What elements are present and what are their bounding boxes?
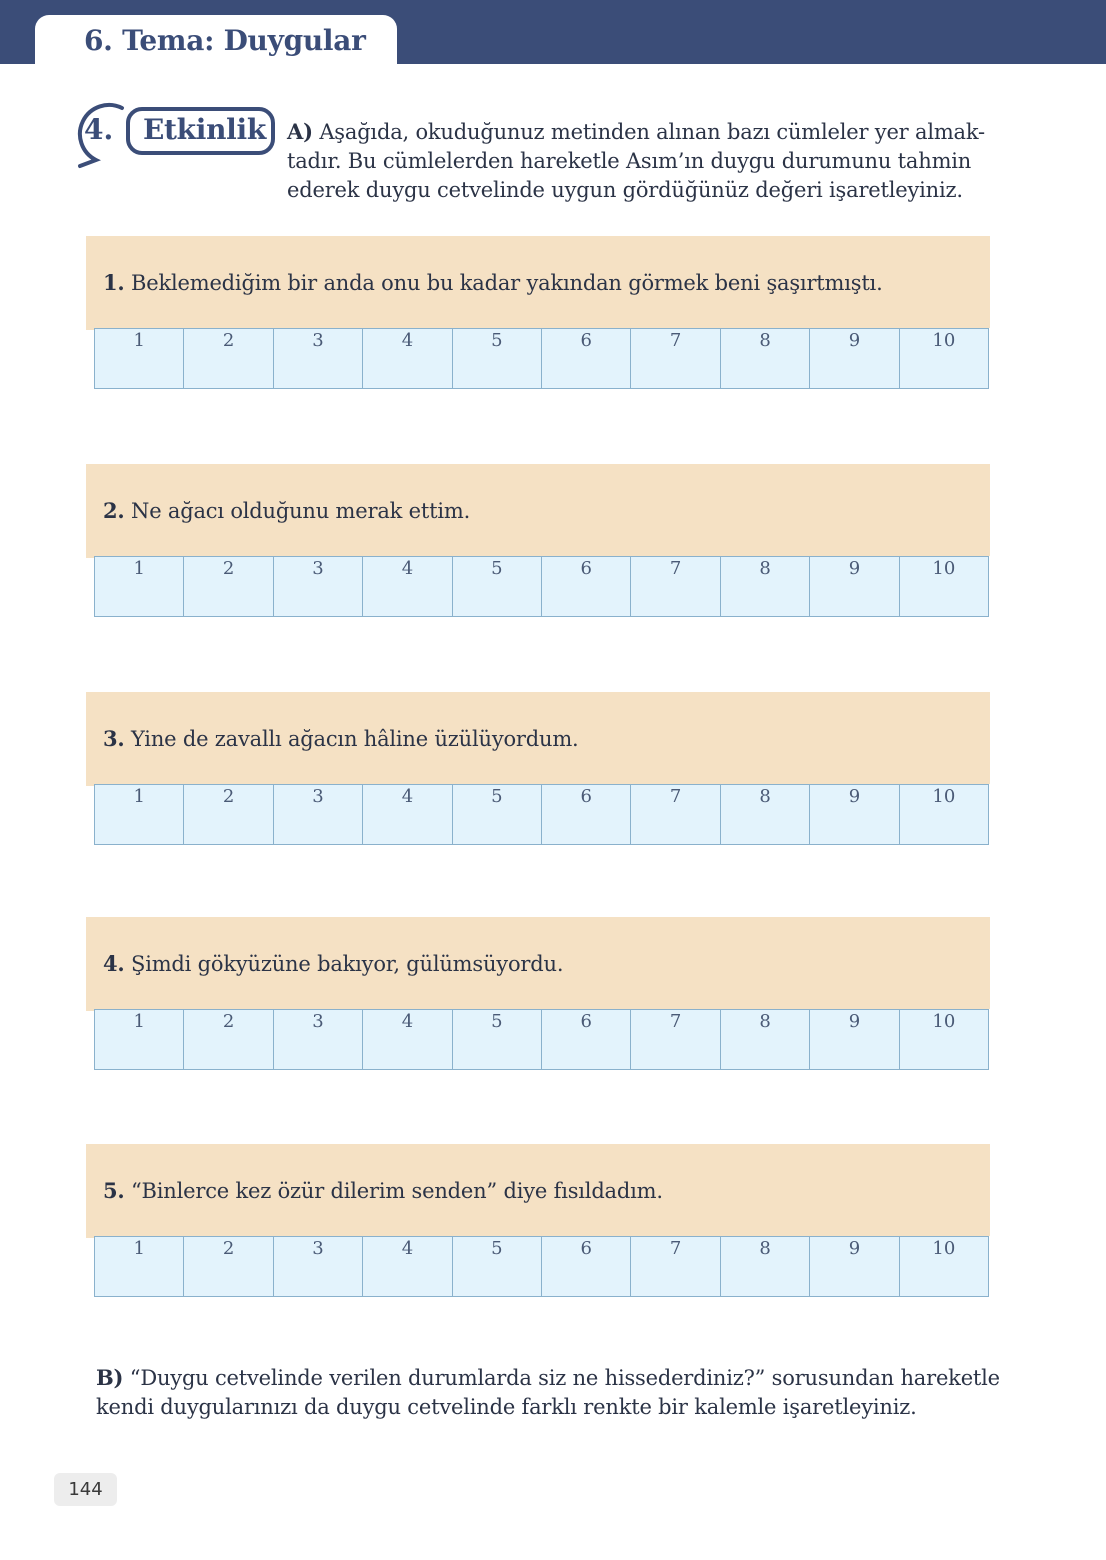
scale-cell[interactable]: 8	[721, 1010, 810, 1069]
sentence-number: 3.	[103, 726, 125, 751]
scale-cell[interactable]: 6	[542, 329, 631, 388]
sentence-text	[103, 726, 579, 751]
part-a-marker: A)	[287, 119, 313, 144]
scale-cell[interactable]: 3	[274, 1010, 363, 1069]
scale-cell[interactable]: 4	[363, 785, 452, 844]
emotion-scale	[94, 784, 989, 845]
sentence-box	[86, 236, 990, 328]
scale-cell[interactable]: 1	[95, 557, 184, 616]
scale-cell[interactable]: 8	[721, 1237, 810, 1296]
scale-cell[interactable]: 9	[810, 785, 899, 844]
scale-cell[interactable]: 6	[542, 557, 631, 616]
sentence-box	[86, 1144, 990, 1236]
scale-cell[interactable]: 10	[932, 558, 956, 579]
sentence-text	[103, 951, 563, 976]
scale-cell[interactable]: 10	[932, 1238, 956, 1259]
activity-label: Etkinlik	[143, 113, 266, 146]
scale-cell[interactable]: 4	[363, 557, 452, 616]
part-a-text-line1: Aşağıda, okuduğunuz metinden alınan bazı cümleler yer almak-	[319, 120, 985, 144]
emotion-item	[86, 917, 990, 1032]
sentence-content: Yine de zavallı ağacın hâline üzülüyordum.	[131, 727, 579, 751]
scale-cell[interactable]: 9	[810, 1237, 899, 1296]
sentence-content: Şimdi gökyüzüne bakıyor, gülümsüyordu.	[131, 952, 564, 976]
scale-cell[interactable]: 5	[453, 785, 542, 844]
scale-cell[interactable]: 7	[631, 1010, 720, 1069]
scale-cell[interactable]: 4	[363, 1237, 452, 1296]
sentence-number: 1.	[103, 270, 125, 295]
scale-cell[interactable]: 1	[95, 785, 184, 844]
scale-cell[interactable]: 8	[721, 785, 810, 844]
scale-cell[interactable]: 9	[810, 1010, 899, 1069]
sentence-content: Beklemediğim bir anda onu bu kadar yakından görmek beni şaşırtmıştı.	[131, 271, 883, 295]
sentence-text	[103, 270, 883, 295]
scale-cell[interactable]: 6	[542, 1237, 631, 1296]
scale-cell[interactable]: 8	[721, 329, 810, 388]
scale-cell[interactable]: 6	[542, 785, 631, 844]
sentence-content: Ne ağacı olduğunu merak ettim.	[131, 499, 471, 523]
scale-cell[interactable]: 10	[932, 786, 956, 807]
scale-cell[interactable]: 2	[184, 785, 273, 844]
part-b-text-line1: “Duygu cetvelinde verilen durumlarda siz ne hissederdiniz?” sorusundan hareketle	[129, 1366, 1000, 1390]
sentence-box	[86, 917, 990, 1009]
sentence-content: “Binlerce kez özür dilerim senden” diye fısıldadım.	[131, 1179, 663, 1203]
sentence-number: 2.	[103, 498, 125, 523]
scale-cell[interactable]: 3	[274, 785, 363, 844]
sentence-number: 4.	[103, 951, 125, 976]
scale-cell[interactable]: 6	[542, 1010, 631, 1069]
scale-cell[interactable]: 2	[184, 329, 273, 388]
emotion-item	[86, 236, 990, 351]
emotion-item	[86, 692, 990, 807]
scale-cell[interactable]: 9	[810, 557, 899, 616]
emotion-scale	[94, 1236, 989, 1297]
part-a-text-line2: tadır. Bu cümlelerden hareketle Asım’ın duygu durumunu tahmin	[287, 149, 972, 173]
sentence-box	[86, 692, 990, 784]
scale-cell[interactable]: 2	[184, 557, 273, 616]
emotion-scale	[94, 1009, 989, 1070]
sentence-box	[86, 464, 990, 556]
part-a-text-line3: ederek duygu cetvelinde uygun gördüğünüz değeri işaretleyiniz.	[287, 178, 963, 202]
scale-cell[interactable]: 3	[274, 557, 363, 616]
emotion-scale	[94, 556, 989, 617]
scale-cell[interactable]: 2	[184, 1010, 273, 1069]
scale-cell[interactable]: 1	[95, 1237, 184, 1296]
sentence-text	[103, 498, 470, 523]
emotion-scale	[94, 328, 989, 389]
scale-cell[interactable]: 3	[274, 1237, 363, 1296]
scale-cell[interactable]: 5	[453, 329, 542, 388]
page-number: 144	[54, 1473, 117, 1506]
scale-cell[interactable]: 9	[810, 329, 899, 388]
page-title: 6. Tema: Duygular	[84, 24, 366, 57]
emotion-item	[86, 1144, 990, 1259]
scale-cell[interactable]: 2	[184, 1237, 273, 1296]
sentence-text	[103, 1178, 663, 1203]
activity-number: 4.	[84, 113, 114, 146]
scale-cell[interactable]: 5	[453, 1237, 542, 1296]
scale-cell[interactable]: 10	[932, 1011, 956, 1032]
scale-cell[interactable]: 8	[721, 557, 810, 616]
scale-cell[interactable]: 5	[453, 1010, 542, 1069]
scale-cell[interactable]: 3	[274, 329, 363, 388]
sentence-number: 5.	[103, 1178, 125, 1203]
scale-cell[interactable]: 7	[631, 785, 720, 844]
part-b-text-line2: kendi duygularınızı da duygu cetvelinde farklı renkte bir kalemle işaretleyiniz.	[96, 1395, 917, 1419]
part-b-instructions	[96, 1363, 1016, 1422]
scale-cell[interactable]: 1	[95, 1010, 184, 1069]
scale-cell[interactable]: 7	[631, 557, 720, 616]
scale-cell[interactable]: 4	[363, 1010, 452, 1069]
scale-cell[interactable]: 7	[631, 1237, 720, 1296]
scale-cell[interactable]: 5	[453, 557, 542, 616]
part-a-instructions	[287, 117, 987, 205]
scale-cell[interactable]: 1	[95, 329, 184, 388]
scale-cell[interactable]: 7	[631, 329, 720, 388]
scale-cell[interactable]: 4	[363, 329, 452, 388]
scale-cell[interactable]: 10	[932, 330, 956, 351]
emotion-item	[86, 464, 990, 579]
part-b-marker: B)	[96, 1365, 124, 1390]
